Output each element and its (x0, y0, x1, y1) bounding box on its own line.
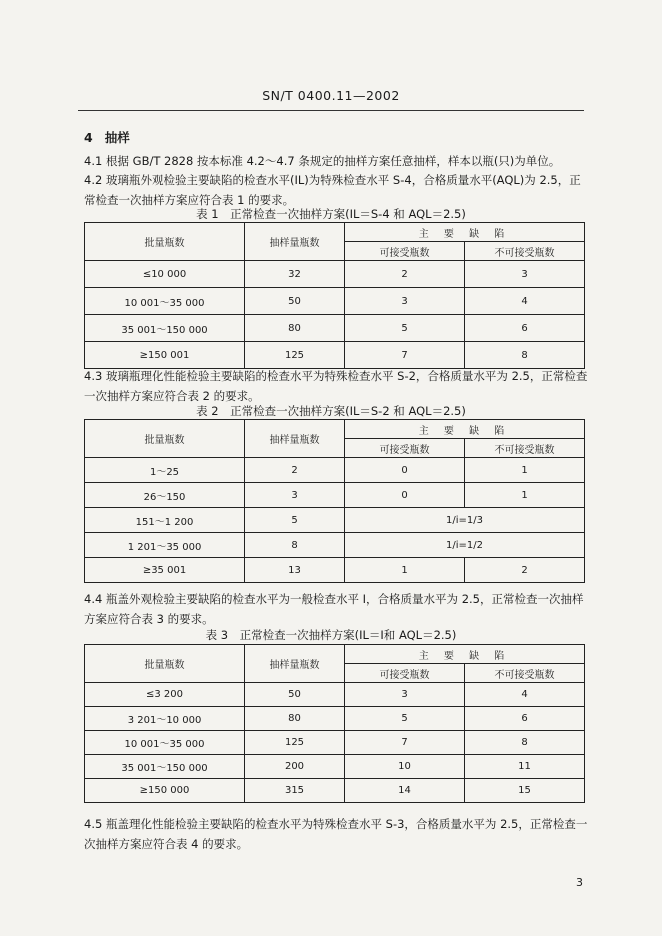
paragraph-4-3 (84, 366, 589, 406)
cell-accept: 5 (345, 707, 465, 731)
cell-lot: 10 001～35 000 (85, 731, 245, 755)
table-row (85, 288, 585, 315)
cell-reject: 1 (465, 458, 585, 483)
cell-sample: 13 (245, 558, 345, 583)
paragraph-4-5 (84, 814, 589, 854)
table-3 (84, 644, 585, 803)
header-lot: 批量瓶数 (85, 645, 245, 683)
cell-sample: 80 (245, 707, 345, 731)
section-number: 4 (84, 130, 93, 145)
header-major-defect: 主 要 缺 陷 (345, 645, 585, 664)
cell-accept: 7 (345, 731, 465, 755)
header-sample: 抽样量瓶数 (245, 223, 345, 261)
cell-accept: 0 (345, 458, 465, 483)
cell-sample: 32 (245, 261, 345, 288)
section-heading (84, 128, 130, 146)
table-row (85, 558, 585, 583)
section-title: 抽样 (104, 130, 130, 145)
cell-reject: 4 (465, 683, 585, 707)
table-row (85, 533, 585, 558)
cell-lot: ≤3 200 (85, 683, 245, 707)
cell-reject: 15 (465, 779, 585, 803)
table-row (85, 779, 585, 803)
cell-sample: 2 (245, 458, 345, 483)
clause-number: 4.2 (84, 173, 103, 187)
table-2 (84, 419, 585, 583)
cell-reject: 11 (465, 755, 585, 779)
clause-text: 根据 GB/T 2828 按本标准 4.2～4.7 条规定的抽样方案任意抽样，样本以瓶(只)为单位。 (106, 154, 561, 168)
cell-reject: 1 (465, 483, 585, 508)
paragraph-4-4 (84, 589, 589, 629)
cell-accept: 14 (345, 779, 465, 803)
table-3-caption: 表 3 正常检查一次抽样方案(IL＝Ⅰ和 AQL＝2.5) (205, 628, 457, 642)
cell-lot: 151～1 200 (85, 508, 245, 533)
table-row (85, 731, 585, 755)
cell-sample: 8 (245, 533, 345, 558)
clause-text: 玻璃瓶理化性能检验主要缺陷的检查水平为特殊检查水平 S-2，合格质量水平为 2.5，正常检查一次抽样方案应符合表 2 的要求。 (84, 369, 588, 403)
cell-sample: 5 (245, 508, 345, 533)
page-number: 3 (576, 876, 583, 889)
cell-lot: ≥150 000 (85, 779, 245, 803)
cell-reject: 4 (465, 288, 585, 315)
cell-lot: 1 201～35 000 (85, 533, 245, 558)
table-row (85, 508, 585, 533)
clause-number: 4.1 (84, 154, 103, 168)
header-reject: 不可接受瓶数 (465, 439, 585, 458)
table-2-caption: 表 2 正常检查一次抽样方案(IL＝S-2 和 AQL＝2.5) (196, 404, 466, 418)
cell-sample: 80 (245, 315, 345, 342)
header-accept: 可接受瓶数 (345, 242, 465, 261)
table-row (85, 707, 585, 731)
cell-accept: 1 (345, 558, 465, 583)
cell-reject: 8 (465, 731, 585, 755)
clause-text: 玻璃瓶外观检验主要缺陷的检查水平(IL)为特殊检查水平 S-4，合格质量水平(AQL)为 2.5，正常检查一次抽样方案应符合表 1 的要求。 (84, 173, 581, 207)
clause-text: 瓶盖理化性能检验主要缺陷的检查水平为特殊检查水平 S-3，合格质量水平为 2.5，正常检查一次抽样方案应符合表 4 的要求。 (84, 817, 588, 851)
cell-accept: 5 (345, 315, 465, 342)
cell-reject: 2 (465, 558, 585, 583)
clause-number: 4.4 (84, 592, 103, 606)
cell-sample: 50 (245, 683, 345, 707)
cell-accept: 3 (345, 288, 465, 315)
cell-lot: ≥150 001 (85, 342, 245, 369)
cell-sample: 50 (245, 288, 345, 315)
cell-reject: 8 (465, 342, 585, 369)
cell-lot: 35 001～150 000 (85, 315, 245, 342)
table-row (85, 755, 585, 779)
header-lot: 批量瓶数 (85, 223, 245, 261)
header-major-defect: 主 要 缺 陷 (345, 420, 585, 439)
table-row (85, 261, 585, 288)
paragraph-4-2 (84, 170, 589, 210)
cell-lot: 1～25 (85, 458, 245, 483)
clause-number: 4.3 (84, 369, 103, 383)
cell-reject: 6 (465, 315, 585, 342)
cell-sample: 200 (245, 755, 345, 779)
cell-sample: 315 (245, 779, 345, 803)
cell-accept: 3 (345, 683, 465, 707)
table-1-caption: 表 1 正常检查一次抽样方案(IL＝S-4 和 AQL＝2.5) (196, 207, 466, 221)
clause-number: 4.5 (84, 817, 103, 831)
cell-lot: ≤10 000 (85, 261, 245, 288)
cell-sample: 125 (245, 731, 345, 755)
cell-lot: 26～150 (85, 483, 245, 508)
header-major-defect: 主 要 缺 陷 (345, 223, 585, 242)
header-reject: 不可接受瓶数 (465, 242, 585, 261)
table-1 (84, 222, 585, 369)
header-rule (78, 110, 584, 111)
cell-lot: 10 001～35 000 (85, 288, 245, 315)
header-lot: 批量瓶数 (85, 420, 245, 458)
cell-ratio: 1/i=1/3 (345, 508, 585, 533)
cell-ratio: 1/i=1/2 (345, 533, 585, 558)
cell-reject: 6 (465, 707, 585, 731)
table-row (85, 315, 585, 342)
cell-accept: 7 (345, 342, 465, 369)
cell-accept: 0 (345, 483, 465, 508)
table-row (85, 683, 585, 707)
header-accept: 可接受瓶数 (345, 439, 465, 458)
clause-text: 瓶盖外观检验主要缺陷的检查水平为一般检查水平 I，合格质量水平为 2.5，正常检查一次抽样方案应符合表 3 的要求。 (84, 592, 584, 626)
header-sample: 抽样量瓶数 (245, 645, 345, 683)
cell-lot: 3 201～10 000 (85, 707, 245, 731)
header-accept: 可接受瓶数 (345, 664, 465, 683)
cell-lot: 35 001～150 000 (85, 755, 245, 779)
cell-accept: 10 (345, 755, 465, 779)
cell-sample: 3 (245, 483, 345, 508)
table-row (85, 342, 585, 369)
header-reject: 不可接受瓶数 (465, 664, 585, 683)
cell-lot: ≥35 001 (85, 558, 245, 583)
cell-sample: 125 (245, 342, 345, 369)
cell-accept: 2 (345, 261, 465, 288)
cell-reject: 3 (465, 261, 585, 288)
header-sample: 抽样量瓶数 (245, 420, 345, 458)
paragraph-4-1 (84, 151, 589, 171)
table-row (85, 458, 585, 483)
table-row (85, 483, 585, 508)
standard-header: SN/T 0400.11—2002 (262, 88, 400, 103)
